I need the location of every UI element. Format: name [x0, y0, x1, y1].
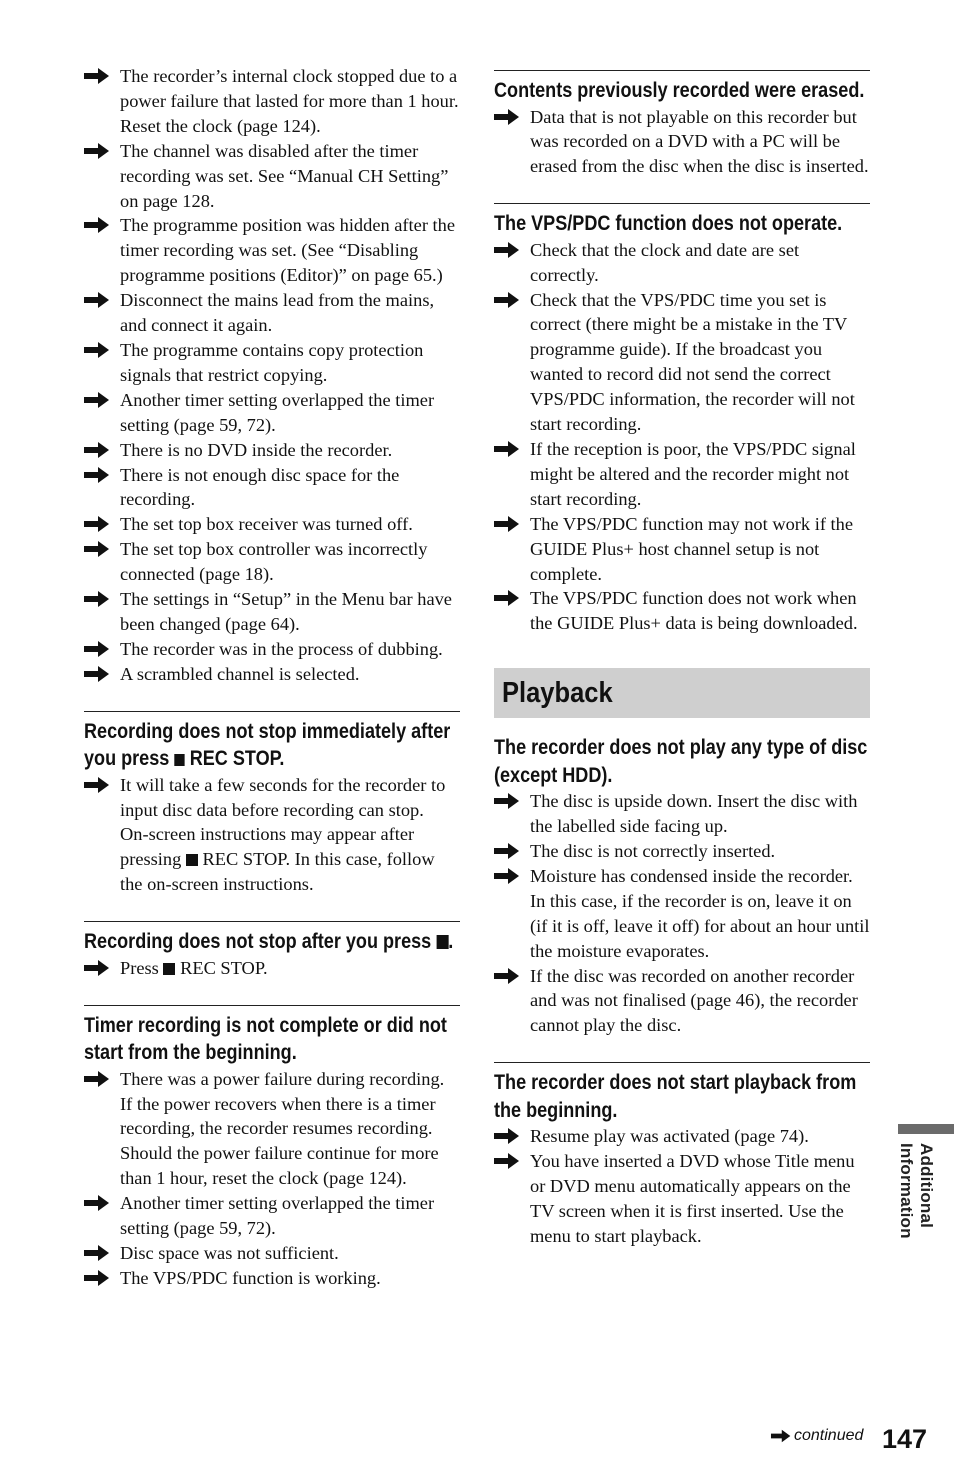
right-arrow-icon	[494, 792, 520, 810]
right-arrow-icon	[494, 967, 520, 985]
right-arrow-icon	[84, 590, 110, 608]
list-item	[84, 956, 460, 981]
item-text: If the reception is poor, the VPS/PDC signal might be altered and the recorder might not start recording.	[530, 438, 856, 509]
item-text: The settings in “Setup” in the Menu bar have been changed (page 64).	[120, 589, 452, 634]
section-not-beginning	[494, 1062, 870, 1249]
list-item	[84, 587, 460, 637]
item-text: Moisture has condensed inside the recorder. In this case, if the recorder is on, leave it on (if it is off, leave it off) for about an hour until the moisture evaporates.	[530, 865, 870, 961]
right-arrow-icon	[84, 515, 110, 533]
right-arrow-icon	[84, 341, 110, 359]
right-arrow-icon	[84, 466, 110, 484]
item-text: There was a power failure during recording. If the power recovers when there is a timer recording, the recorder resumes recording.	[120, 1068, 445, 1139]
item-text: A scrambled channel is selected.	[120, 663, 360, 684]
list-item	[84, 438, 460, 463]
bullet-list	[494, 789, 870, 1038]
item-text: The set top box controller was incorrectly connected (page 18).	[120, 539, 428, 585]
list-item	[494, 105, 870, 180]
stop-square-icon	[174, 754, 184, 766]
item-text: The VPS/PDC function may not work if the GUIDE Plus+ host channel setup is not complete.	[530, 513, 854, 584]
left-column	[84, 64, 460, 1291]
right-arrow-icon	[84, 441, 110, 459]
item-text: Press	[120, 957, 159, 978]
right-arrow-icon	[84, 67, 110, 85]
item-text: Disconnect the mains lead from the mains, and connect it again.	[120, 290, 435, 336]
list-item	[494, 1124, 870, 1149]
list-item	[84, 1241, 460, 1266]
list-item	[494, 789, 870, 839]
list-item	[494, 839, 870, 864]
item-text: There is no DVD inside the recorder.	[120, 439, 393, 460]
right-arrow-icon	[494, 589, 520, 607]
bullet-list	[494, 1124, 870, 1249]
list-item	[494, 238, 870, 288]
right-arrow-icon	[494, 440, 520, 458]
section-vps-pdc	[494, 203, 870, 636]
list-item	[84, 64, 460, 139]
right-column	[494, 64, 870, 1249]
right-arrow-icon	[84, 1194, 110, 1212]
right-arrow-icon	[84, 216, 110, 234]
list-item	[84, 338, 460, 388]
list-item	[494, 512, 870, 587]
right-arrow-icon	[494, 291, 520, 309]
right-arrow-icon	[494, 842, 520, 860]
page-number: 147	[882, 1424, 928, 1454]
right-arrow-icon	[84, 776, 110, 794]
item-text: Disc space was not sufficient.	[120, 1242, 339, 1263]
section-heading	[84, 712, 459, 773]
item-text: If the disc was recorded on another recorder and was not finalised (page 46), the recorder cannot play the disc.	[530, 965, 858, 1036]
heading-text: REC STOP.	[189, 747, 285, 771]
item-text: Data that is not playable on this recorder but was recorded on a DVD with a PC will be erased from the disc when the disc is inserted.	[530, 106, 869, 177]
list-item	[494, 586, 870, 636]
item-note: Should the power failure continue for more than 1 hour, reset the clock (page 124).	[120, 1143, 439, 1189]
right-arrow-icon	[84, 959, 110, 977]
list-item	[494, 1149, 870, 1249]
right-arrow-icon	[494, 241, 520, 259]
item-text: The programme position was hidden after the timer recording was set. (See “Disabling programme positions (Editor)” on page 65.)	[120, 215, 456, 286]
bullet-list	[494, 105, 870, 180]
list-item	[84, 388, 460, 438]
bullet-list	[494, 238, 870, 637]
continued-indicator	[770, 1427, 863, 1445]
list-item	[84, 139, 460, 214]
item-note	[120, 822, 460, 897]
item-text: The recorder’s internal clock stopped due to a power failure that lasted for more than 1 hour. Reset the clock (page 124).	[120, 66, 459, 136]
section-heading: Timer recording is not complete or did not start from the beginning.	[84, 1013, 447, 1065]
item-text: Check that the VPS/PDC time you set is correct (there might be a mistake in the TV programme guide). If the broadcast you wanted to record did not send the correct VPS/PDC information, the recorder will not start recording.	[530, 289, 855, 435]
item-text: The programme contains copy protection signals that restrict copying.	[120, 339, 424, 385]
section-timer-incomplete	[84, 1005, 460, 1291]
right-arrow-icon	[84, 540, 110, 558]
side-tab-label: Additional Information	[897, 1143, 936, 1239]
section-heading	[84, 922, 459, 956]
intro-bullet-list	[84, 64, 460, 687]
item-text: The VPS/PDC function is working.	[120, 1267, 381, 1288]
item-text: Another timer setting overlapped the timer setting (page 59, 72).	[120, 1193, 435, 1239]
right-arrow-icon	[770, 1429, 792, 1443]
right-arrow-icon	[494, 1152, 520, 1170]
section-rec-not-stop-after	[84, 921, 460, 980]
section-heading: Contents previously recorded were erased.	[494, 79, 865, 102]
right-arrow-icon	[494, 1127, 520, 1145]
list-item	[84, 1191, 460, 1241]
item-text: The VPS/PDC function does not work when the GUIDE Plus+ data is being downloaded.	[530, 588, 858, 634]
list-item	[494, 437, 870, 512]
right-arrow-icon	[84, 640, 110, 658]
bullet-list	[84, 956, 460, 981]
right-arrow-icon	[494, 108, 520, 126]
playback-banner	[494, 668, 870, 718]
list-item	[84, 637, 460, 662]
right-arrow-icon	[84, 1269, 110, 1287]
list-item	[494, 964, 870, 1039]
note-text: REC STOP. In this case, follow the on-screen instructions.	[120, 849, 435, 895]
item-text: Another timer setting overlapped the timer setting (page 59, 72).	[120, 389, 435, 435]
item-text: It will take a few seconds for the recorder to input disc data before recording can stop.	[120, 774, 446, 820]
section-heading: The recorder does not play any type of disc (except HDD).	[494, 736, 868, 787]
stop-square-icon	[186, 854, 198, 866]
side-tab-bar	[898, 1124, 954, 1134]
right-arrow-icon	[84, 291, 110, 309]
item-text: REC STOP.	[180, 957, 268, 978]
item-text: The channel was disabled after the timer recording was set. See “Manual CH Setting” on page 128.	[120, 140, 449, 211]
list-item	[84, 288, 460, 338]
bullet-list	[84, 1067, 460, 1291]
right-arrow-icon	[84, 1070, 110, 1088]
list-item	[84, 773, 460, 898]
section-rec-not-stop-immediately	[84, 711, 460, 898]
note-text: On-screen instructions may appear after pressing	[120, 824, 415, 870]
heading-text: Recording does not stop immediately after you press	[84, 719, 451, 771]
right-arrow-icon	[84, 391, 110, 409]
item-text: Check that the clock and date are set correctly.	[530, 239, 800, 285]
item-text: You have inserted a DVD whose Title menu or DVD menu automatically appears on the TV screen when it is first inserted. Use the menu to start playback.	[530, 1151, 855, 1246]
list-item	[84, 1266, 460, 1291]
item-text: The set top box receiver was turned off.	[120, 514, 413, 535]
item-text: The disc is upside down. Insert the disc with the labelled side facing up.	[530, 791, 858, 837]
right-arrow-icon	[494, 515, 520, 533]
continued-text: continued	[794, 1427, 864, 1444]
list-item	[494, 864, 870, 964]
stop-square-icon	[436, 935, 448, 949]
item-text: There is not enough disc space for the recording.	[120, 464, 400, 510]
list-item	[84, 213, 460, 288]
list-item	[84, 662, 460, 687]
section-erased	[494, 70, 870, 179]
right-arrow-icon	[84, 665, 110, 683]
section-heading: The recorder does not start playback from the beginning.	[494, 1071, 857, 1122]
bullet-list	[84, 773, 460, 898]
list-item	[84, 512, 460, 537]
right-arrow-icon	[84, 1244, 110, 1262]
list-item	[84, 1067, 460, 1192]
list-item	[84, 463, 460, 513]
heading-text: Recording does not stop after you press	[84, 930, 432, 954]
section-no-play	[494, 728, 870, 1038]
stop-square-icon	[163, 963, 175, 975]
item-text: The disc is not correctly inserted.	[530, 841, 776, 862]
list-item	[494, 288, 870, 437]
list-item	[84, 537, 460, 587]
right-arrow-icon	[84, 142, 110, 160]
right-arrow-icon	[494, 867, 520, 885]
heading-text: .	[448, 930, 454, 954]
item-text: Resume play was activated (page 74).	[530, 1126, 809, 1147]
item-text: The recorder was in the process of dubbing.	[120, 638, 443, 659]
banner-title: Playback	[502, 676, 613, 709]
section-heading: The VPS/PDC function does not operate.	[494, 212, 843, 236]
